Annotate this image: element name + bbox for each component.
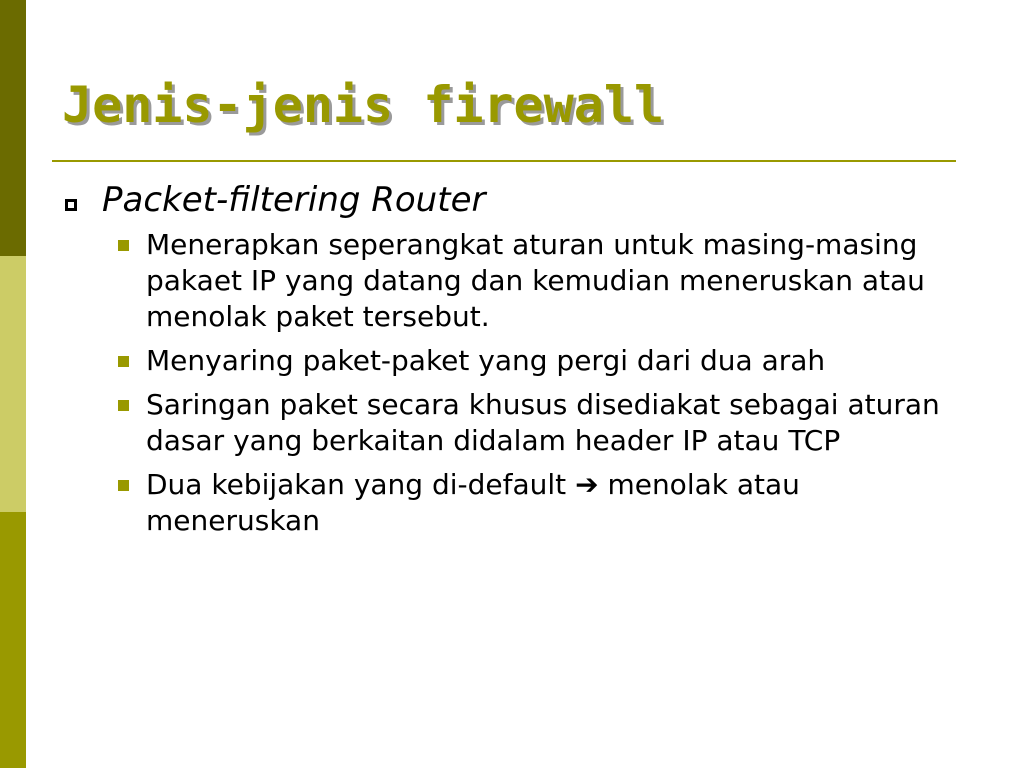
slide-title: Jenis-jenis firewall (62, 76, 665, 134)
title-underline (52, 160, 956, 162)
sub-bullet-text-after-arrow: menolak atau meneruskan (146, 467, 800, 537)
sub-bullet-text: Saringan paket secara khusus disediakat sebagai aturan dasar yang berkaitan didalam header IP atau TCP (146, 387, 940, 457)
square-bullet-icon (118, 400, 129, 411)
bullet-level1-text: Packet-filtering Router (102, 180, 486, 220)
sub-bullet-text-before-arrow: Dua kebijakan yang di-default (146, 467, 567, 501)
sub-bullet-list (62, 227, 942, 539)
sub-bullet-text: Menerapkan seperangkat aturan untuk masing-masing pakaet IP yang datang dan kemudian meneruskan atau menolak paket tersebut. (146, 227, 925, 333)
sidebar-stripe-middle (0, 256, 26, 512)
sub-bullet-item (62, 387, 942, 459)
sub-bullet-item (62, 227, 942, 335)
sidebar-stripe-top (0, 0, 26, 256)
hollow-square-bullet-icon (65, 199, 77, 211)
sidebar-stripe-bottom (0, 512, 26, 768)
square-bullet-icon (118, 480, 129, 491)
sub-bullet-text: Menyaring paket-paket yang pergi dari dua arah (146, 343, 826, 377)
sub-bullet-item (62, 467, 942, 539)
slide-content (62, 180, 942, 547)
sub-bullet-item (62, 343, 942, 379)
square-bullet-icon (118, 240, 129, 251)
bullet-level1 (62, 180, 942, 221)
right-arrow-icon: ➔ (575, 467, 599, 501)
square-bullet-icon (118, 356, 129, 367)
